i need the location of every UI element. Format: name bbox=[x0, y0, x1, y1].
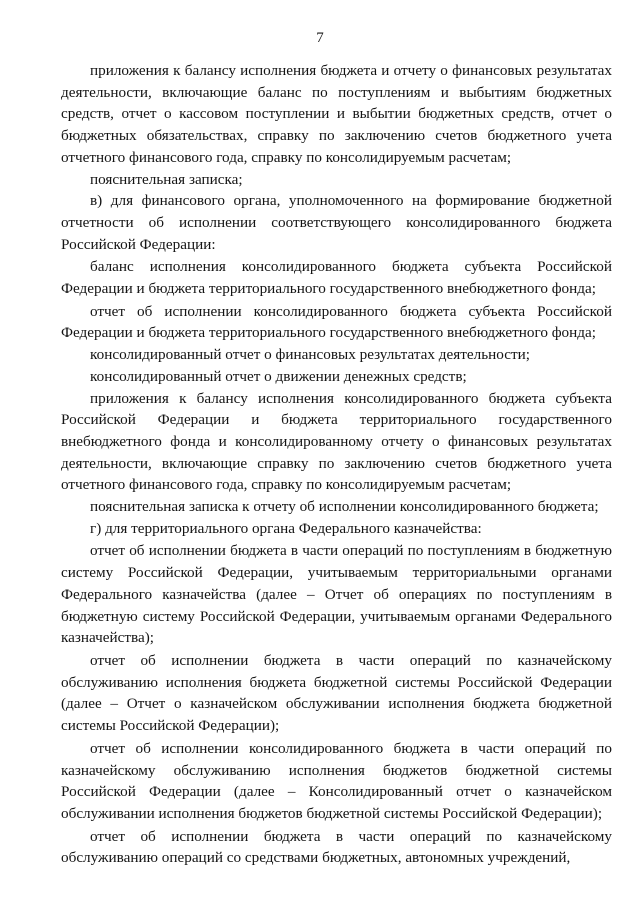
paragraph: отчет об исполнении бюджета в части операций по казначейскому обслуживанию исполнения бюджета бюджетной системы Российской Федерации (далее – Отчет о казначейском обслуживании исполнения бюджета бюджетной системы Российской Федерации); bbox=[61, 651, 612, 735]
paragraph: пояснительная записка к отчету об исполнении консолидированного бюджета; bbox=[90, 498, 599, 516]
paragraph: отчет об исполнении консолидированного бюджета в части операций по казначейскому обслуживанию исполнения бюджетов бюджетной системы Российской Федерации (далее – Консолидированный отчет о казначейском обслуживании исполнения бюджетов бюджетной системы Российской Федерации); bbox=[61, 739, 612, 822]
paragraph: в) для финансового органа, уполномоченного на формирование бюджетной отчетности об исполнении соответствующего консолидированного бюджета Российской Федерации: bbox=[61, 192, 612, 253]
paragraph: приложения к балансу исполнения консолидированного бюджета субъекта Российской Федерации и бюджета территориального государственного внебюджетного фонда и консолидированному отчету о финансовых результатах деятельности, включающие справку по заключению счетов бюджетного учета отчетного финансового года, справку по консолидируемым расчетам; bbox=[61, 389, 612, 494]
document-body bbox=[61, 60, 612, 869]
paragraph: г) для территориального органа Федерального казначейства: bbox=[90, 519, 482, 537]
paragraph: отчет об исполнении консолидированного бюджета субъекта Российской Федерации и бюджета территориального государственного внебюджетного фонда; bbox=[61, 302, 612, 342]
paragraph: баланс исполнения консолидированного бюджета субъекта Российской Федерации и бюджета территориального государственного внебюджетного фонда; bbox=[61, 258, 612, 298]
paragraph: консолидированный отчет о движении денежных средств; bbox=[90, 367, 467, 385]
paragraph: приложения к балансу исполнения бюджета и отчету о финансовых результатах деятельности, включающие баланс по поступлениям и выбытиям бюджетных средств, отчет о кассовом поступлении и выбытии бюджетных средств, отчет о бюджетных обязательствах, справку по заключению счетов бюджетного учета отчетного финансового года, справку по консолидируемым расчетам; bbox=[61, 62, 612, 166]
paragraph: отчет об исполнении бюджета в части операций по поступлениям в бюджетную систему Российской Федерации, учитываемым территориальными органами Федерального казначейства (далее – Отчет об операциях по поступлениям в бюджетную систему Российской Федерации, учитываемым органами Федерального казначейства); bbox=[61, 542, 612, 647]
paragraph: отчет об исполнении бюджета в части операций по казначейскому обслуживанию операций со средствами бюджетных, автономных учреждений, bbox=[61, 827, 612, 867]
paragraph: пояснительная записка; bbox=[90, 170, 243, 188]
paragraph: консолидированный отчет о финансовых результатах деятельности; bbox=[90, 346, 530, 364]
page-number: 7 bbox=[316, 30, 324, 46]
